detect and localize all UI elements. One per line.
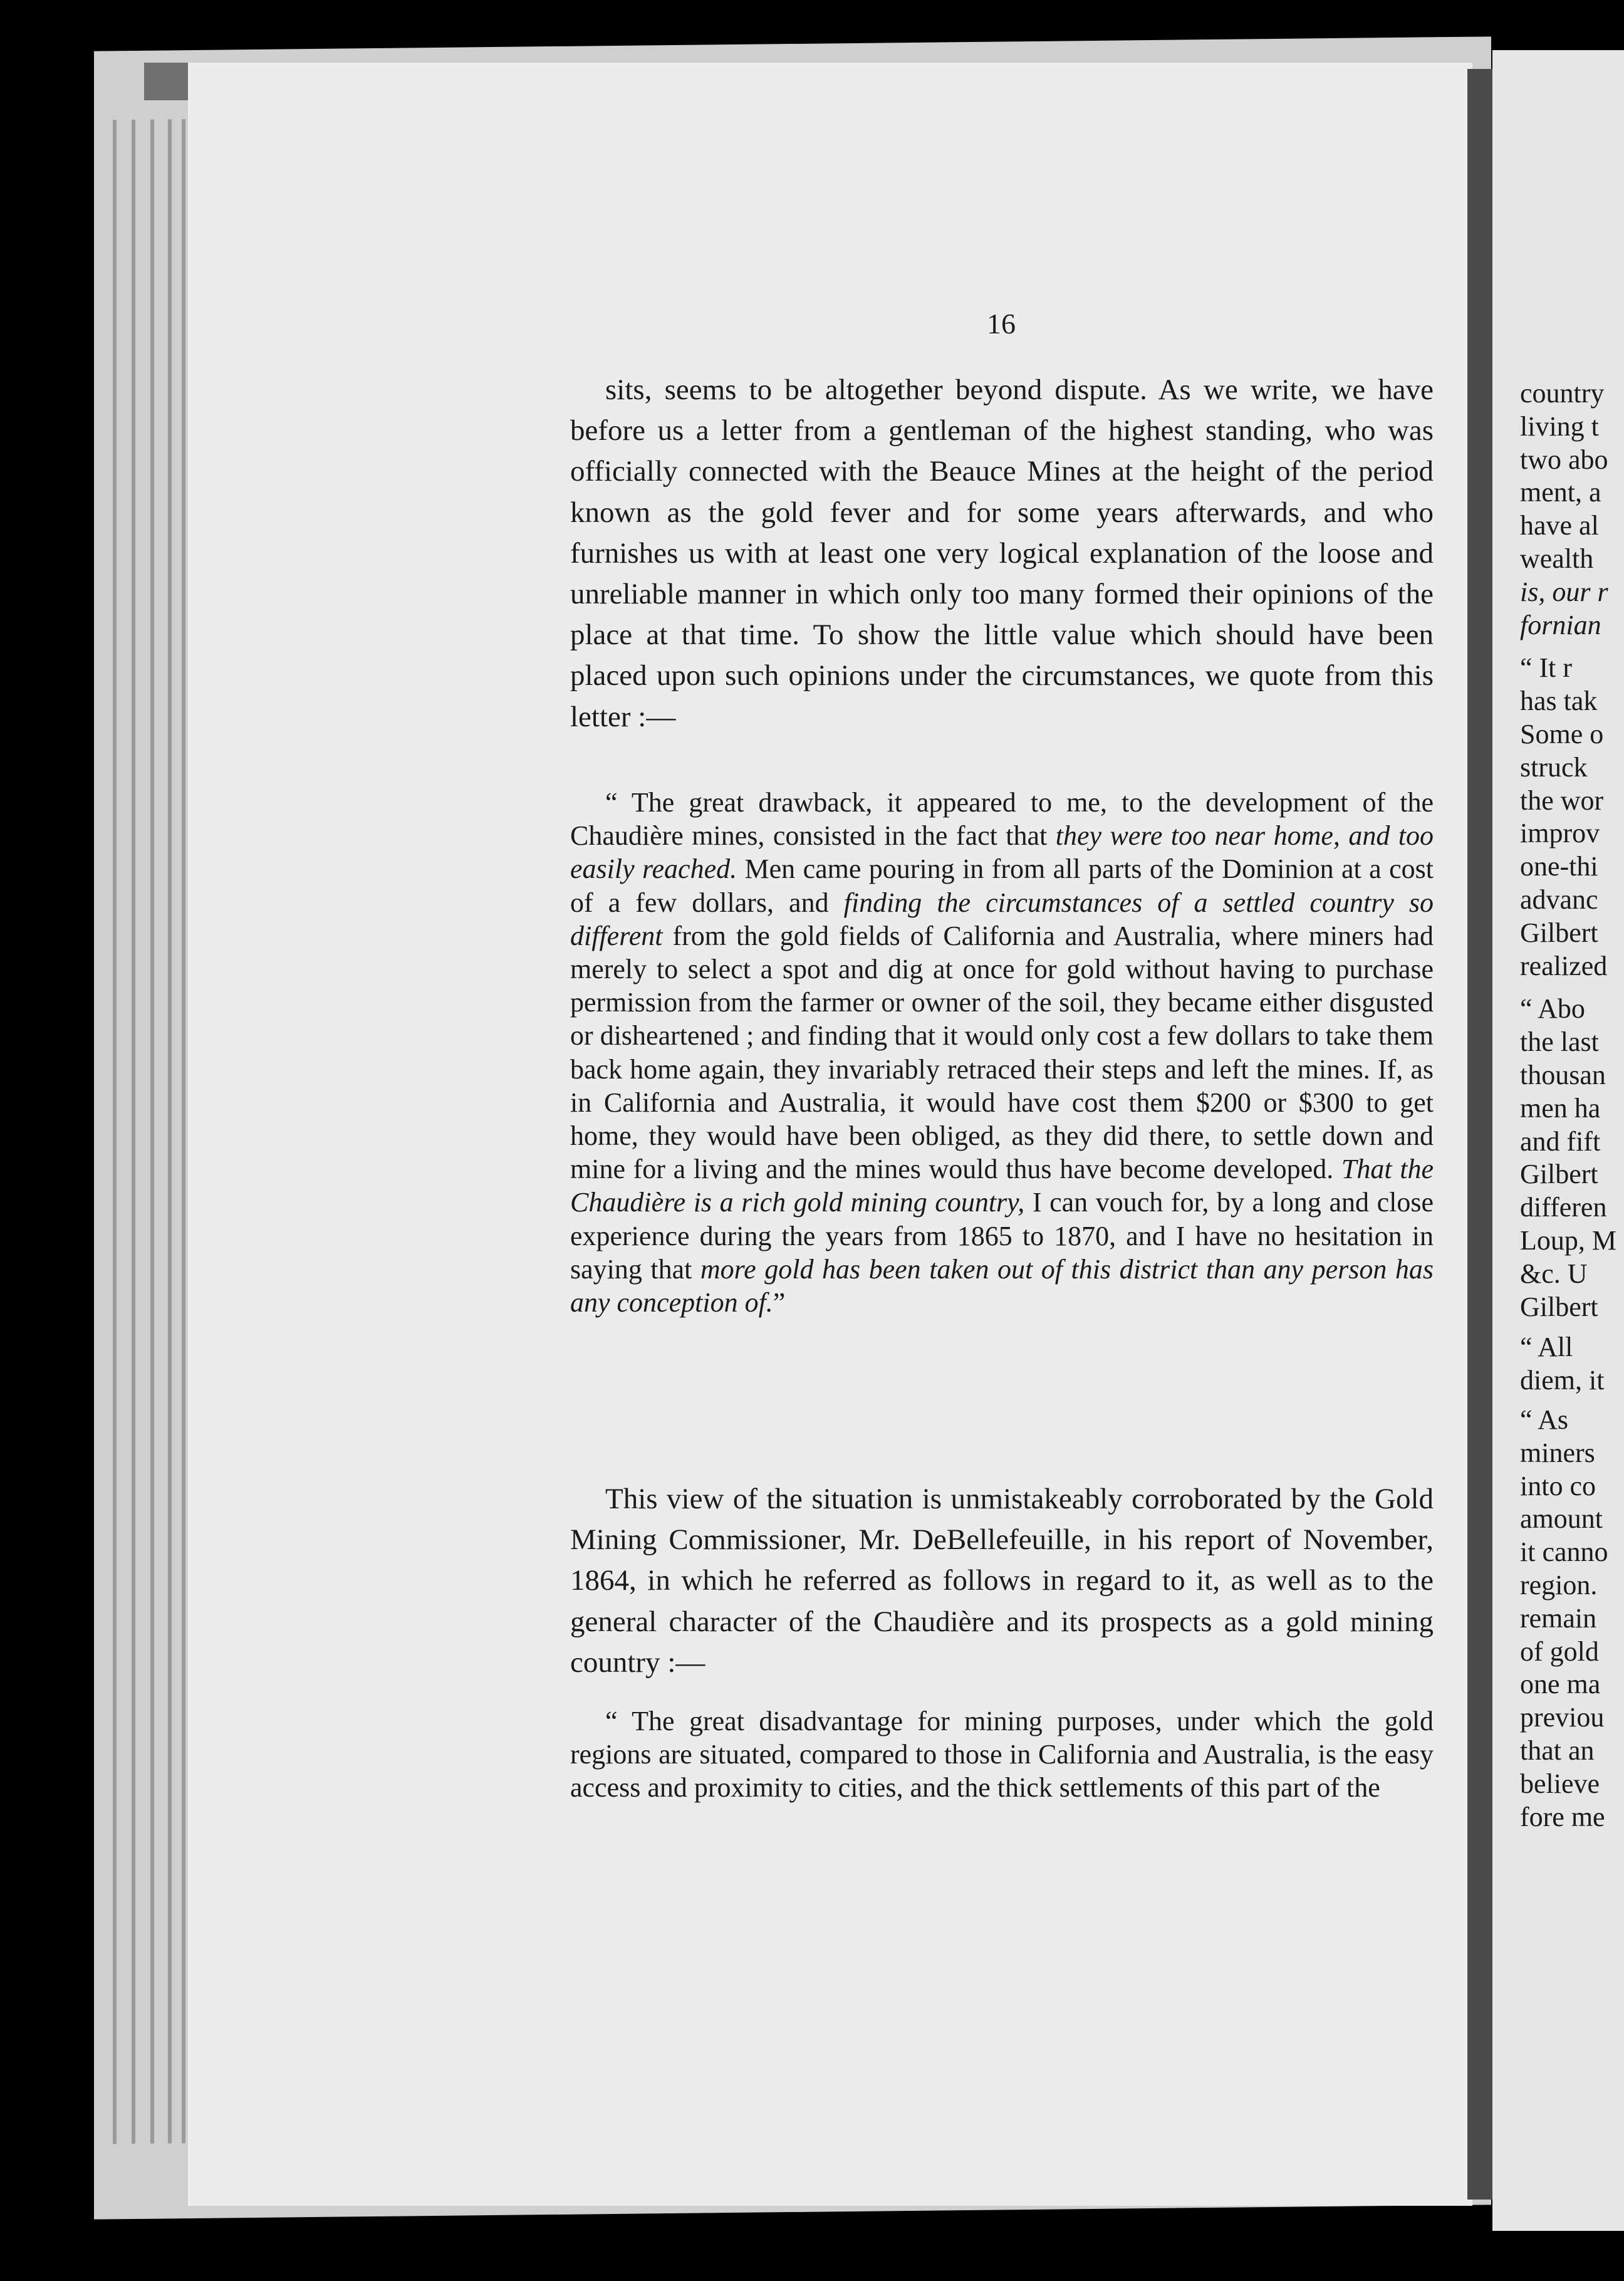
italic-text: finding the circumstances of a settled country so different [570, 887, 1434, 951]
adjacent-page-line: it canno [1520, 1537, 1608, 1568]
adjacent-page-line: ment, a [1520, 477, 1601, 508]
adjacent-page-line: remain [1520, 1602, 1597, 1634]
adjacent-page-line: “ As [1520, 1404, 1568, 1435]
adjacent-page-line: have al [1520, 510, 1599, 541]
adjacent-page-line: men ha [1520, 1092, 1601, 1124]
adjacent-page-line: diem, it [1520, 1365, 1605, 1396]
page-edge [132, 120, 135, 2144]
book-gutter [1467, 69, 1492, 2200]
adjacent-page-line: improv [1520, 818, 1600, 849]
page-edge [113, 120, 117, 2144]
text-run: I can vouch for, by a long and close experience during the years from 1865 to 1870, and I have no hesitation in saying that [570, 1187, 1434, 1285]
page-number: 16 [987, 308, 1016, 340]
adjacent-page-line: differen [1520, 1192, 1607, 1223]
adjacent-page-line: country [1520, 378, 1605, 409]
adjacent-page-line: Gilbert [1520, 917, 1598, 948]
quoted-letter [570, 786, 1434, 1319]
paragraph-text [570, 1704, 1434, 1805]
adjacent-page-line: fornian [1520, 609, 1601, 640]
adjacent-page-line: “ It r [1520, 652, 1573, 684]
adjacent-page-line: is, our r [1520, 576, 1608, 607]
adjacent-page-line: previou [1520, 1702, 1605, 1733]
text-run: Men came pouring in from all parts of the Dominion at a cost of a few dollars, and [570, 853, 1434, 918]
paragraph-text [570, 370, 1434, 738]
italic-text: That the Chaudière is a rich gold mining country, [570, 1154, 1434, 1218]
adjacent-page-line: realized [1520, 950, 1608, 981]
adjacent-page-line: has tak [1520, 686, 1598, 717]
adjacent-page-line: wealth [1520, 543, 1594, 574]
adjacent-page-line: “ All [1520, 1332, 1573, 1363]
adjacent-page-line: one-thi [1520, 851, 1598, 882]
text-run: This view of the situation is unmistakeably corroborated by the Gold Mining Commissioner, Mr. DeBellefeuille, in his report of November, 1864, in which he referred as follows in regard to it, as well as to the general character of the Chaudière and its prospects as a gold mining country :— [570, 1483, 1434, 1679]
adjacent-page-line: struck [1520, 751, 1588, 783]
quoted-report [570, 1704, 1434, 1805]
adjacent-page-line: that an [1520, 1735, 1595, 1766]
adjacent-page-line: living t [1520, 410, 1599, 442]
adjacent-page-line: miners [1520, 1437, 1595, 1468]
adjacent-page-line: advanc [1520, 884, 1598, 915]
adjacent-page-line: Gilbert [1520, 1159, 1598, 1190]
text-run: ” [773, 1287, 786, 1318]
adjacent-page-line: of gold [1520, 1636, 1599, 1667]
page-edge [182, 119, 185, 2143]
paragraph-1 [570, 370, 1434, 738]
adjacent-page-line: Some o [1520, 719, 1604, 749]
adjacent-page-line: “ Abo [1520, 993, 1585, 1025]
adjacent-page-line: into co [1520, 1470, 1596, 1501]
text-run: sits, seems to be altogether beyond dispute. As we write, we have before us a letter from a gentleman of the highest standing, who was officially connected with the Beauce Mines at the height of the period known as the gold fever and for some years afterwards, and who furnishes us with at least one very logical explanation of the loose and unreliable manner in which only too many formed their opinions of the place at that time. To show the little value which should have been placed upon such opinions under the circumstances, we quote from this letter :— [570, 373, 1434, 733]
adjacent-page-line: thousan [1520, 1060, 1606, 1090]
italic-text: more gold has been taken out of this district than any person has any conception of. [570, 1253, 1434, 1318]
paragraph-3 [570, 1479, 1434, 1683]
adjacent-page-line: two abo [1520, 444, 1608, 475]
adjacent-page-line: the last [1520, 1026, 1599, 1058]
paragraph-text [570, 786, 1434, 1319]
adjacent-page-line: the wor [1520, 785, 1604, 816]
adjacent-page-fragment [1492, 50, 1624, 2231]
adjacent-page-line: &c. U [1520, 1258, 1588, 1289]
page-edge [168, 119, 172, 2143]
adjacent-page-line: amount [1520, 1503, 1603, 1535]
text-run: “ The great drawback, it appeared to me, to the development of the Chaudière mines, consisted in the fact that [570, 787, 1434, 852]
adjacent-page-line: and fift [1520, 1125, 1601, 1157]
text-run: “ The great disadvantage for mining purposes, under which the gold regions are situated, compared to those in California and Australia, is the easy access and proximity to cities, and the thick settlements of this part of the [570, 1706, 1434, 1803]
adjacent-page-line: believe [1520, 1768, 1600, 1799]
adjacent-page-line: Gilbert [1520, 1291, 1598, 1322]
paragraph-text [570, 1479, 1434, 1683]
adjacent-page-line: region. [1520, 1570, 1598, 1600]
text-run: from the gold fields of California and Australia, where miners had merely to select a spot and dig at once for gold without having to purchase permission from the farmer or owner of the soil, they became either disgusted or disheartened ; and finding that it would only cost a few dollars to take them back home again, they invariably retraced their steps and left the mines. If, as in California and Australia, it would have cost them $200 or $300 to get home, they would have been obliged, as they did there, to settle down and mine for a living and the mines would thus have become developed. [570, 920, 1434, 1185]
adjacent-page-line: Loup, M [1520, 1225, 1616, 1256]
adjacent-page-line: fore me [1520, 1801, 1605, 1832]
page-edge [150, 120, 154, 2144]
italic-text: they were too near home, and too easily reached. [570, 820, 1434, 885]
adjacent-page-line: one ma [1520, 1669, 1601, 1700]
